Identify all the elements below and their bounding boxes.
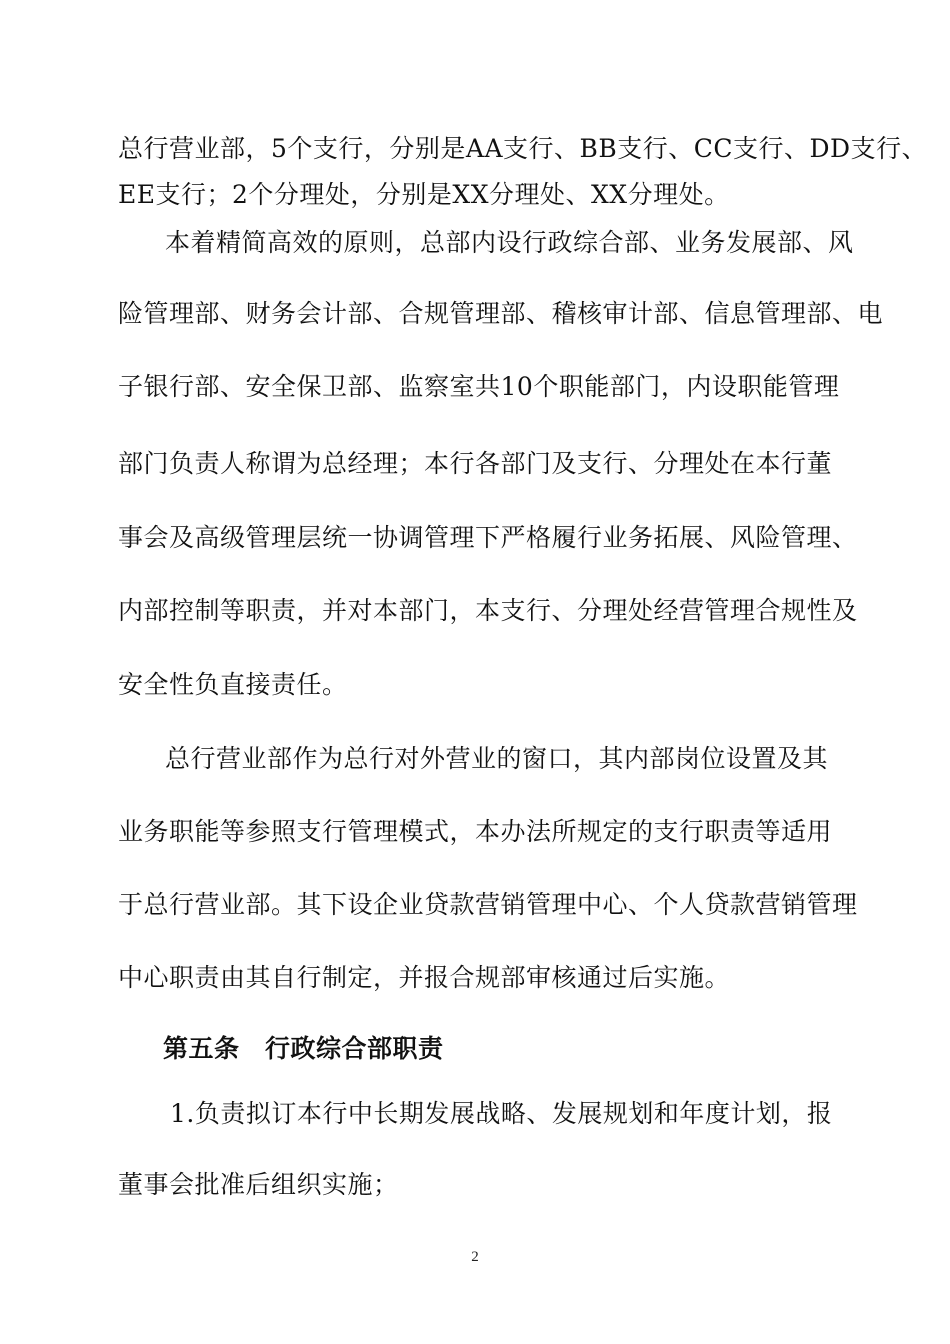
paragraph-1-line-2: EE支行；2个分理处，分别是XX分理处、XX分理处。 — [118, 180, 730, 209]
paragraph-1-line-1: 总行营业部，5个支行，分别是AA支行、BB支行、CC支行、DD支行、 — [118, 134, 928, 163]
item-1-line-2: 董事会批准后组织实施； — [118, 1170, 399, 1199]
article-heading: 第五条 行政综合部职责 — [163, 1034, 444, 1063]
paragraph-2-line-7: 安全性负直接责任。 — [118, 670, 348, 699]
paragraph-2-line-1: 本着精简高效的原则，总部内设行政综合部、业务发展部、风 — [165, 228, 854, 257]
paragraph-2-line-2: 险管理部、财务会计部、合规管理部、稽核审计部、信息管理部、电 — [118, 299, 884, 328]
paragraph-2-line-6: 内部控制等职责，并对本部门，本支行、分理处经营管理合规性及 — [118, 596, 858, 625]
item-1-line-1: 1.负责拟订本行中长期发展战略、发展规划和年度计划，报 — [170, 1099, 833, 1128]
paragraph-3-line-2: 业务职能等参照支行管理模式，本办法所规定的支行职责等适用 — [118, 817, 833, 846]
paragraph-2-line-5: 事会及高级管理层统一协调管理下严格履行业务拓展、风险管理、 — [118, 523, 858, 552]
paragraph-3-line-3: 于总行营业部。其下设企业贷款营销管理中心、个人贷款营销管理 — [118, 890, 858, 919]
paragraph-3-line-4: 中心职责由其自行制定，并报合规部审核通过后实施。 — [118, 963, 731, 992]
paragraph-2-line-4: 部门负责人称谓为总经理；本行各部门及支行、分理处在本行董 — [118, 449, 833, 478]
page-number: 2 — [471, 1249, 479, 1265]
paragraph-3-line-1: 总行营业部作为总行对外营业的窗口，其内部岗位设置及其 — [165, 744, 829, 773]
paragraph-2-line-3: 子银行部、安全保卫部、监察室共10个职能部门，内设职能管理 — [118, 372, 840, 401]
